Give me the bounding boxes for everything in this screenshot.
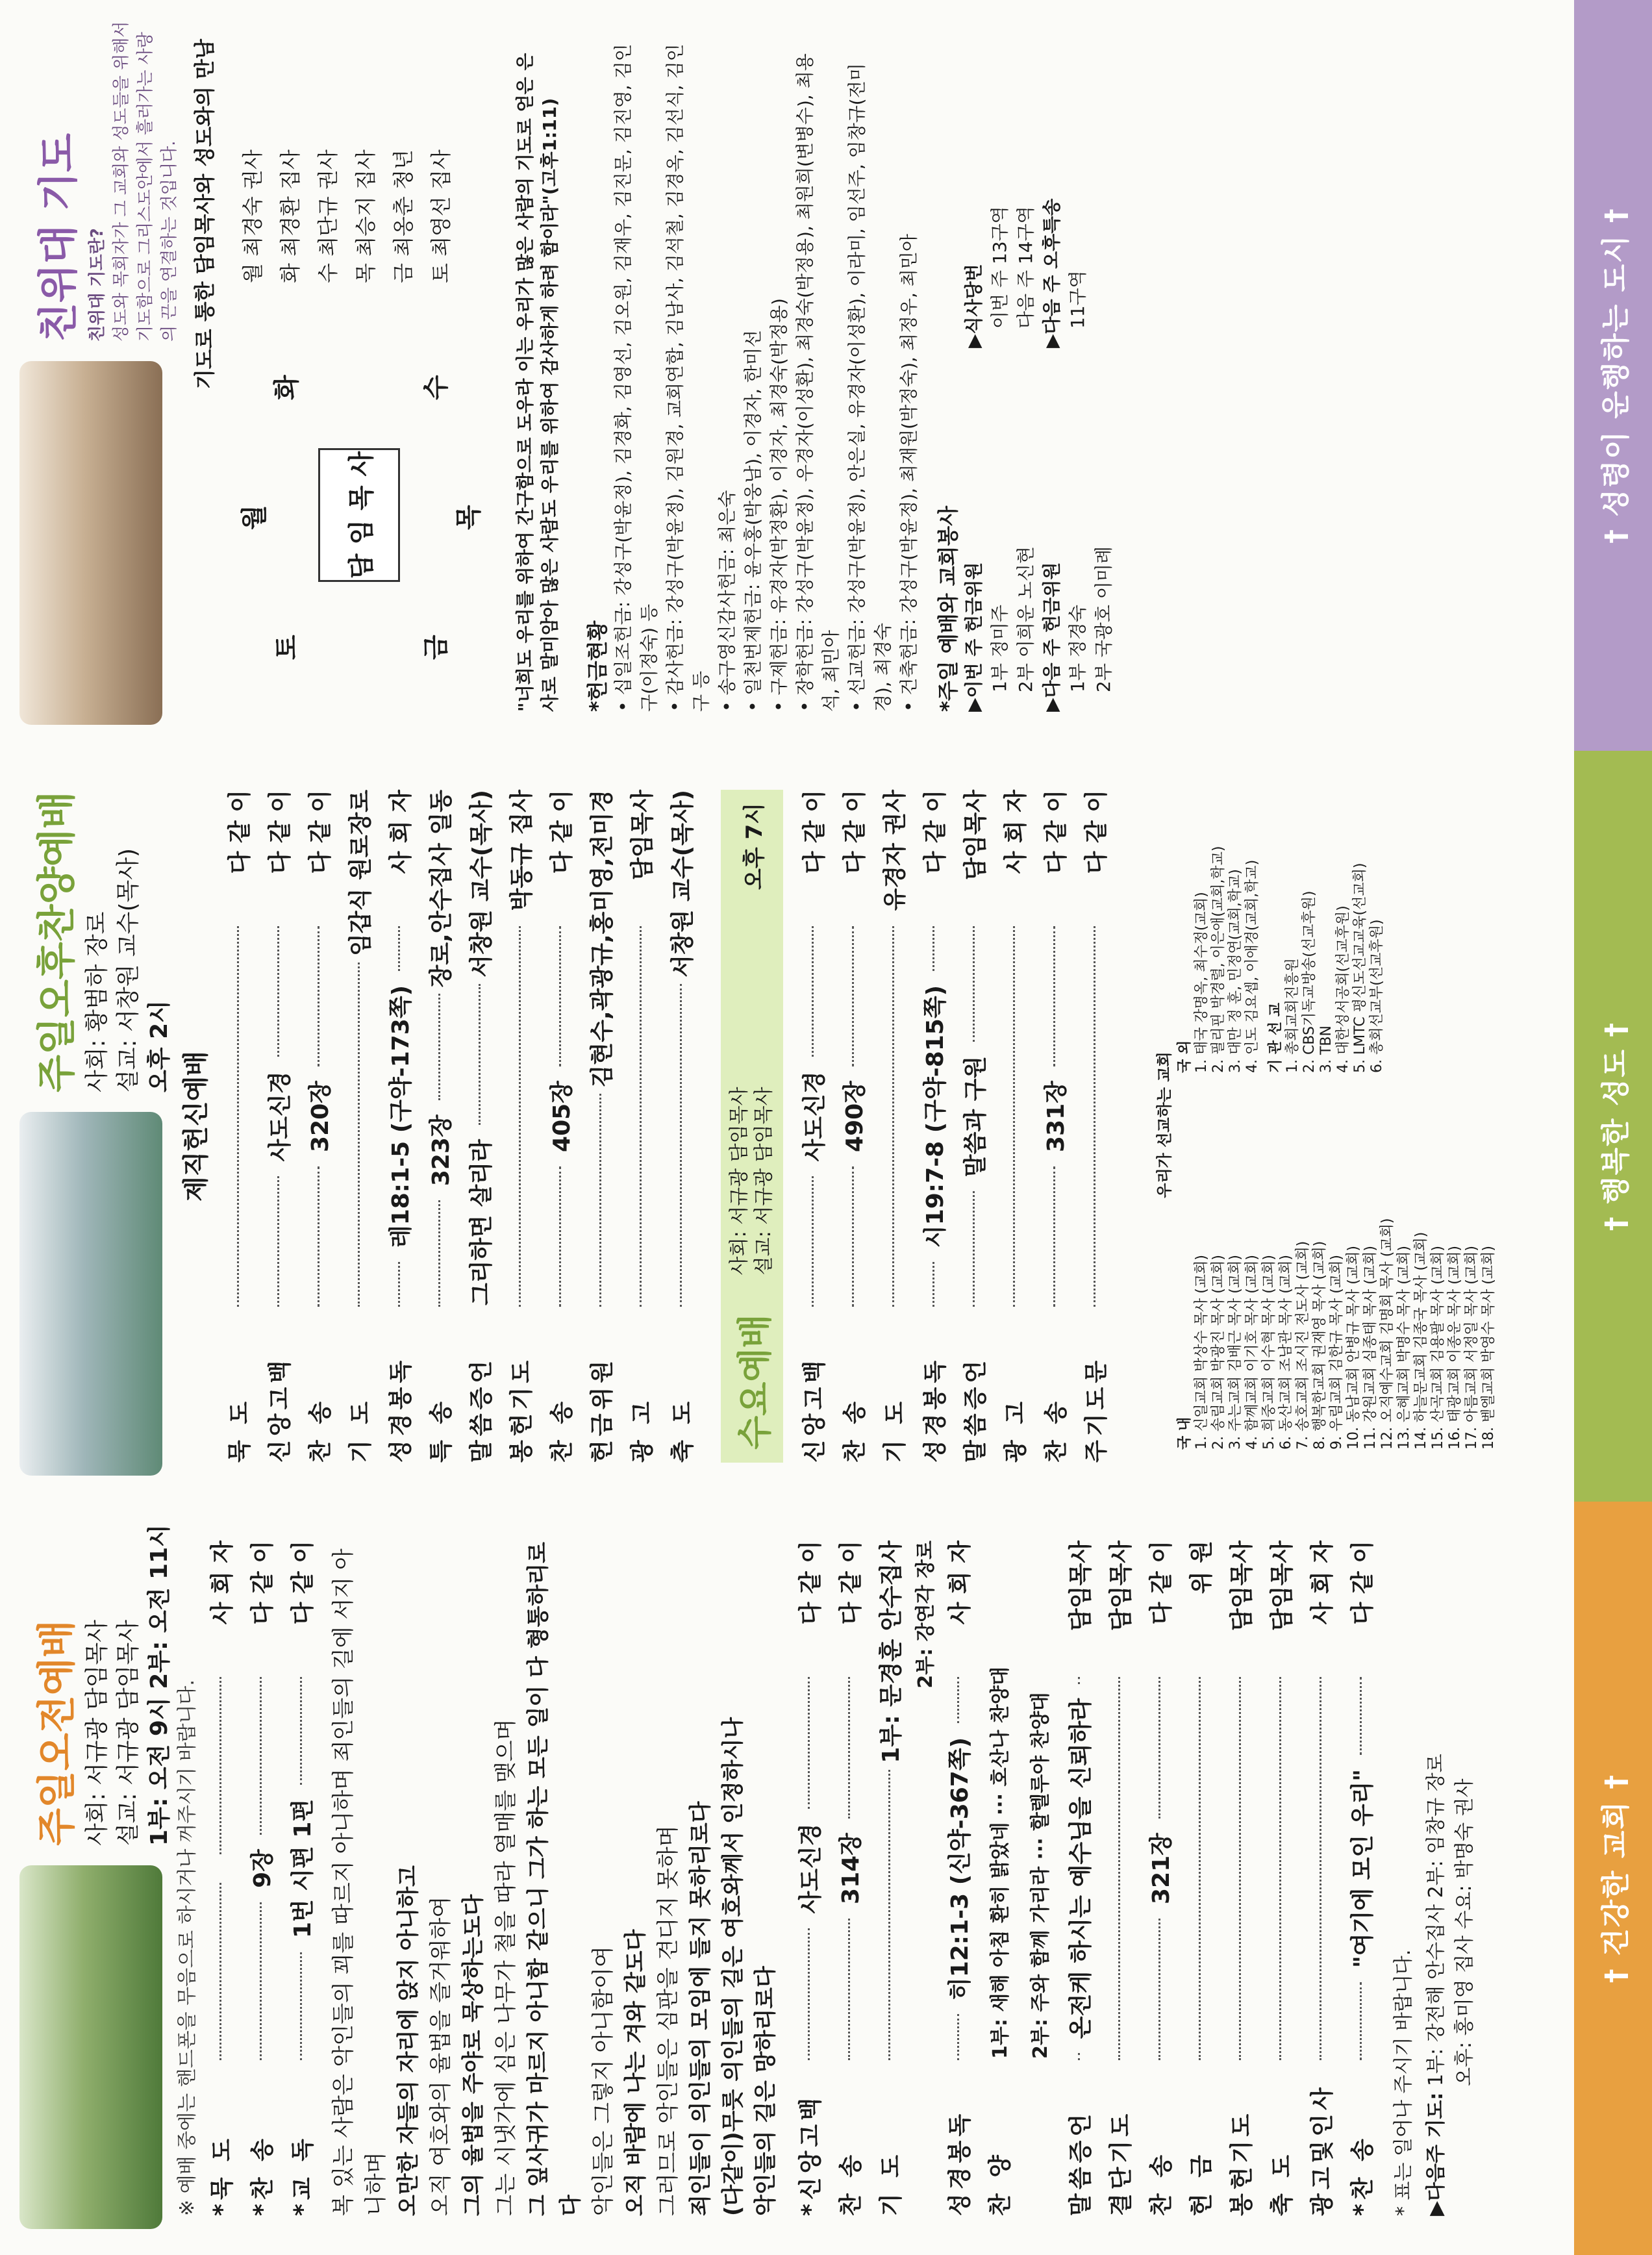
afternoon-host: 사회: 황범하 장로 — [84, 911, 110, 1092]
order-row: 헌 금 위 원 — [1188, 1541, 1215, 2216]
panel-prayer-offerings — [0, 0, 1652, 751]
order-row: 기 도 임갑식 원로장로 — [347, 790, 374, 1463]
offering-line: • 건축헌금: 강성구(박윤정), 최재원(박정숙), 최정우, 최민아 — [898, 234, 920, 712]
order-row: 말씀증언 온전케 하시는 예수님을 신뢰하라 담임목사 — [1058, 1541, 1099, 2216]
prayer-list-item: 금 최옹춘 청년 — [391, 149, 416, 283]
service-duties — [935, 39, 1117, 712]
mission-item: 1. 태국 강명옥, 최수정(교회) — [1194, 892, 1210, 1073]
next-prayer: ▶다음주 기도: 1부: 강전해 안수집사 2부: 임창규 장로 — [1425, 1754, 1447, 2216]
morning-order — [175, 1541, 1477, 2216]
mission-item: 14. 하늘문교회 김종국 목사 (교회) — [1413, 1231, 1429, 1450]
order-row: *교 독 1번 시편 1편 다 같 이 — [281, 1541, 321, 2216]
prayer-list-item: 수 최단규 권사 — [316, 149, 340, 283]
afternoon-order — [175, 790, 701, 1463]
responsive-reading: 복 있는 사람은 악인들의 꾀를 따르지 아니하며 죄인들의 길에 서지 아니하며 오만한 자들의 자리에 앉지 아니하고 오직 여호와의 율법을 즐거워하여 그의 율법을 주야로 묵상하는도다 그는 시냇가에 심은 나무가 철을 따라 열매를 맺으며 그 잎사귀가 마르지 아니함 같으니 그가 하는 모든 일이 다 형통하리로다 악인들은 그렇지 아니함이여 오직 바람에 나는 겨와 같도다 그러므로 악인들은 심판을 견디지 못하며 죄인들이 의인들의 모임에 들지 못하리로다 (다같이)무릇 의인들의 길은 여호와께서 인정하시나 악인들의 길은 망하리로다 — [331, 1542, 779, 2216]
order-row: 광 고 담임목사 — [629, 790, 656, 1463]
order-row: 묵 도 다 같 이 — [226, 790, 253, 1463]
offering-line: • 장학헌금: 강성구(박윤정), 우경자(이성환), 최경숙(박정용), 최원희(변병수), 최용석, 최민아 — [794, 53, 842, 712]
order-row: 찬 송 331장 다 같 이 — [1034, 790, 1074, 1463]
offering-line: • 구제헌금: 유경자(박정환), 이경자, 최경숙(박정용) — [768, 298, 790, 712]
order-row: 찬 송 490장 다 같 이 — [832, 790, 873, 1463]
choir-photo — [19, 1865, 162, 2229]
wednesday-time: 오후 7시 — [741, 803, 768, 890]
morning-host: 사회: 서규광 담임목사 — [84, 1620, 110, 1846]
day-tue: 화 — [272, 375, 302, 400]
wednesday-header — [721, 790, 783, 1463]
prayer-list-item: 화 최경환 집사 — [278, 149, 303, 283]
morning-title: 주일오전예배 — [34, 1620, 80, 1846]
mission-table — [1156, 800, 1497, 1450]
mission-item: 8. 행복한교회 권재영 목사 (교회) — [1312, 1241, 1328, 1450]
day-sat: 토 — [272, 635, 302, 660]
mission-item: 2. CBS기독교방송(선교후원) — [1301, 890, 1318, 1073]
panel-sunday-morning — [0, 1502, 1652, 2255]
mission-item: 5. LMTC 평신도선교교육(선교회) — [1352, 863, 1368, 1073]
congregation-photo — [19, 1112, 162, 1476]
order-row: 광고및인사 사 회 자 — [1308, 1541, 1336, 2216]
order-row: 기 도 유경자 권사 — [881, 790, 908, 1463]
morning-times: 1부: 오전 9시 2부: 오전 11시 — [146, 1524, 173, 1846]
order-row: 찬 송 405장 다 같 이 — [540, 790, 580, 1463]
order-row: *묵 도 사 회 자 — [208, 1541, 236, 2216]
fellowship-photo — [19, 361, 162, 725]
afternoon-header — [26, 768, 175, 1092]
phone-notice: ※ 예배 중에는 핸드폰을 무음으로 하시거나 꺼주시기 바랍니다. — [176, 1680, 199, 2216]
mission-title: 우리가 선교하는 교회 — [1155, 1052, 1173, 1198]
wednesday-title: 수요예배 — [734, 1314, 775, 1450]
bible-verse: "너희도 우리를 위하여 간구함으로 도우라 이는 우리가 많은 사람의 기도로 얻은 은사로 말미암아 많은 사람도 우리를 위하여 감사하게 하려 함이라"(고후1:11) — [514, 53, 560, 712]
mission-item: 11. 강원교회 심종태 목사 (교회) — [1362, 1246, 1379, 1450]
mission-item: 4. 대한성서공회(선교후원) — [1335, 905, 1351, 1073]
prayer-question: 친위대 기도란? — [88, 228, 107, 342]
wednesday-order — [792, 790, 1114, 1463]
prayer-list-item: 월 최경숙 권사 — [240, 149, 265, 283]
order-row: 주기도문 다 같 이 — [1083, 790, 1110, 1463]
prayer-list-item: 토 최영선 집사 — [429, 149, 453, 283]
mission-item: 7. 송호교회 조시진 전도사 (교회) — [1295, 1241, 1311, 1450]
order-row: 신앙고백 사도신경 다 같 이 — [792, 790, 832, 1463]
order-row: 찬 송 314장 다 같 이 — [829, 1541, 869, 2216]
order-row: 찬 송 320장 다 같 이 — [298, 790, 338, 1463]
mission-item: 15. 산곡교회 김용팔 목사 (교회) — [1430, 1246, 1446, 1450]
footer-band-spirit-city: † 성령이 운행하는 도시 † — [1574, 0, 1652, 751]
mission-item: 12. 오직예수교회 김명회 목사 (교회) — [1379, 1218, 1395, 1450]
footer-band-happy-saints: † 행복한 성도 † — [1574, 751, 1652, 1502]
mission-item: 9. 우림교회 김한규 목사 (교회) — [1329, 1255, 1345, 1450]
order-row: 말씀증언 그리하면 살리라 서창원 교수(목사) — [459, 790, 499, 1463]
day-fri: 금 — [421, 635, 451, 660]
wednesday-host: 사회: 서규광 담임목사 — [728, 1087, 751, 1276]
section-title: 제직헌신예배 — [181, 1051, 211, 1202]
mission-foreign: 국 외 1. 태국 강명옥, 최수정(교회) 2. 필리핀 박경렬, 이은애(교회,학교) 3. 대만 정 훈, 민정연(교회,학교) 4. 인도 김요셉, 이애경(교회,학교) 기 관 선 교 1. 총회교회진흥원 2. CBS기독교방송(선교후원) 3. TBN 4. 대한성서공회(선교후원) 5. LMTC 평신도선교교육(선교회) 6. 총회선교부(선교후원) — [1177, 800, 1497, 1073]
mission-domestic: 국 내 1. 신일교회 박상수 목사 (교회) 2. 송림교회 박광진 목사 (교회) 3. 주는교회 김배근 목사 (교회) 4. 함께교회 이기호 목사 (교회) 5. 희중교회 이수혁 목사 (교회) 6. 동산교회 조남관 목사 (교회) 7. 송호교회 조시진 전도사 (교회) 8. 행복한교회 권재영 목사 (교회) 9. 우림교회 김한규 목사 (교회) 10. 동남교회 안병규 목사 (교회) 11. 강원교회 심종태 목사 (교회) 12. 오직예수교회 김명회 목사 (교회) 13. 은혜교회 박명수 목사 (교회) 14. 하늘문교회 김종국 목사 (교회) 15. 산곡교회 김용팔 목사 (교회) 16. 태광교회 이종운 목사 (교회) 17. 아름교회 서정일 목사 (교회) 18. 벧엘교회 박영수 목사 (교회) — [1177, 1086, 1497, 1450]
order-row: 찬 양 1부: 새해 아침 환히 밝았네 ··· 호산나 찬양대 — [978, 1541, 1018, 2216]
order-row: 봉헌기도 박동규 집사 — [508, 790, 535, 1463]
prayer-2nd: 2부: 강연각 장로 — [914, 1541, 937, 1689]
duty-title: *주일 예배와 교회봉사 — [936, 505, 960, 712]
day-thu: 목 — [454, 505, 484, 530]
order-row: 광 고 사 회 자 — [1002, 790, 1029, 1463]
prayer-list-item: 목 최승지 집사 — [353, 149, 378, 283]
mission-item: 2. 필리핀 박경렬, 이은애(교회,학교) — [1210, 846, 1227, 1073]
mission-item: 2. 송림교회 박광진 목사 (교회) — [1210, 1255, 1227, 1450]
mission-item: 13. 은혜교회 박명수 목사 (교회) — [1396, 1246, 1412, 1450]
mission-item: 4. 함께교회 이기호 목사 (교회) — [1244, 1255, 1260, 1450]
offering-committee: *주일 예배와 교회봉사 ▶이번 주 헌금위원 1부 정미주 2부 이희운 노신현 ▶다음 주 헌금위원 1부 정경숙 2부 국광호 이미례 — [935, 374, 1117, 712]
order-row: *신앙고백 사도신경 다 같 이 — [788, 1541, 829, 2216]
order-row: 기 도 1부: 문경훈 안수집사 — [877, 1541, 905, 2216]
offering-line: • 일천번제헌금: 윤우홍(박웅남), 이경자, 한미선 — [742, 329, 764, 712]
order-row: 말씀증언 말씀과 구원 담임목사 — [953, 790, 994, 1463]
prayer-title: 친위대 기도 — [34, 132, 82, 342]
morning-preacher: 설교: 서규광 담임목사 — [115, 1620, 142, 1846]
order-row: 2부: 주와 함께 가리라 ··· 할렐루야 찬양대 — [1018, 1541, 1058, 2216]
order-row: 결단기도 담임목사 — [1107, 1541, 1134, 2216]
day-wed: 수 — [421, 375, 451, 400]
wednesday-preacher: 설교: 서규광 담임목사 — [753, 1087, 775, 1276]
offering-line: • 선교헌금: 강성구(박윤정), 안은실, 유경자(이성환), 이라미, 임선주, 임창규(전미경), 최경숙 — [846, 63, 894, 712]
order-row: *찬 송 9장 다 같 이 — [240, 1541, 281, 2216]
mission-item: 1. 신일교회 박상수 목사 (교회) — [1194, 1255, 1210, 1450]
afternoon-title: 주일오후찬양예배 — [34, 791, 80, 1092]
mission-item: 18. 벧엘교회 박영수 목사 (교회) — [1481, 1246, 1497, 1450]
mission-item: 6. 총회선교부(선교후원) — [1369, 919, 1385, 1073]
offering-line: • 송구영신감사헌금: 최은숙 — [716, 490, 738, 712]
mission-item: 5. 희중교회 이수혁 목사 (교회) — [1261, 1255, 1277, 1450]
afternoon-time: 오후 2시 — [146, 1000, 173, 1092]
afternoon-preacher: 설교: 서창원 교수(목사) — [115, 848, 142, 1092]
order-row: 봉헌기도 담임목사 — [1228, 1541, 1255, 2216]
order-row: 특 송 323장 장로,안수집사 일동 — [419, 790, 459, 1463]
morning-header — [26, 1521, 175, 1846]
prayer-diagram — [221, 322, 494, 712]
mission-item: 4. 인도 김요셉, 이애경(교회,학교) — [1244, 859, 1260, 1073]
panel-afternoon-wednesday — [0, 751, 1652, 1502]
order-row: 신앙고백 사도신경 다 같 이 — [258, 790, 298, 1463]
mission-item: 3. 주는교회 김배근 목사 (교회) — [1227, 1255, 1244, 1450]
order-row: 축 도 담임목사 — [1268, 1541, 1295, 2216]
order-row: 축 도 서창원 교수(목사) — [669, 790, 696, 1463]
footer-band-healthy-church: † 건강한 교회 † — [1574, 1502, 1652, 2255]
standing-note: * 표는 일어나 주시기 바랍니다. — [1392, 1949, 1415, 2216]
order-row: 헌금위원 김현수,곽광규,홍미영,전미경 — [588, 790, 616, 1463]
pastor-center-box: 담 임 목 사 — [318, 448, 400, 582]
mission-item: 17. 아름교회 서정일 목사 (교회) — [1464, 1246, 1480, 1450]
prayer-header — [26, 17, 180, 342]
day-mon: 월 — [240, 505, 269, 530]
offering-title: *헌금현황 — [585, 620, 610, 712]
offering-report — [584, 39, 922, 712]
prayer-heading: 기도로 통한 담임목사와 성도와의 만남 — [192, 39, 217, 390]
offering-line: • 감사헌금: 강성구(박윤정), 김원경, 교회연합, 김남사, 김석철, 김경옥, 김선식, 김인구 등 — [664, 44, 712, 712]
order-row: 찬 송 321장 다 같 이 — [1139, 1541, 1179, 2216]
order-row: 성경봉독 레18:1-5 (구약-173쪽) 사 회 자 — [379, 790, 419, 1463]
order-row: 성경봉독 히12:1-3 (신약-367쪽) 사 회 자 — [938, 1541, 978, 2216]
mission-item: 1. 총회교회진흥원 — [1284, 958, 1301, 1073]
mission-item: 3. 대만 정 훈, 민정연(교회,학교) — [1227, 869, 1244, 1073]
prayer-description: 성도와 목회자가 그 교회와 성도들을 위해서 기도함으로 그리스도안에서 흘러가는 사랑의 끈을 연결하는 것입니다. — [112, 21, 179, 342]
order-row: *찬 송 "여기에 모인 우리" 다 같 이 — [1340, 1541, 1381, 2216]
prayer-list — [234, 36, 460, 283]
mission-item: 3. TBN — [1318, 1026, 1334, 1073]
order-row: 성경봉독 시19:7-8 (구약-815쪽) 다 같 이 — [913, 790, 953, 1463]
meal-duty: ▶식사당번 이번 주 13구역 다음 주 14구역 ▶다음 주 오후특송 11구역 — [963, 198, 1088, 348]
mission-item: 16. 태광교회 이종운 목사 (교회) — [1447, 1246, 1463, 1450]
mission-item: 6. 동산교회 조남관 목사 (교회) — [1278, 1255, 1294, 1450]
mission-item: 10. 동남교회 안병규 목사 (교회) — [1345, 1246, 1362, 1450]
next-prayer-2: 오후: 홍미영 집사 수요: 박명숙 권사 — [1453, 1778, 1476, 2086]
offering-line: • 십일조헌금: 강성구(박윤정), 김경화, 김영선, 김오원, 김재우, 김진문, 김진영, 김인구(이정숙) 등 — [612, 44, 660, 712]
